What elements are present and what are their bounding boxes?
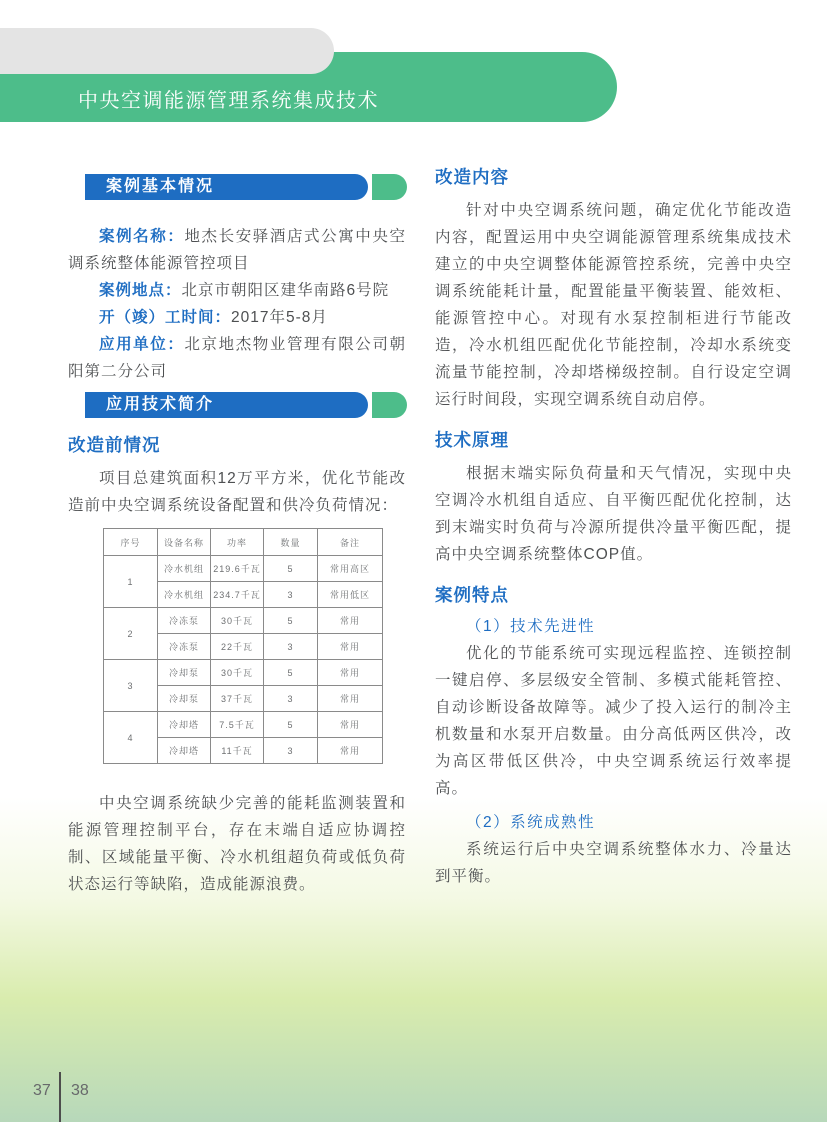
banner-accent-shape <box>372 392 407 418</box>
section-heading-case-features: 案例特点 <box>435 585 509 605</box>
equipment-table <box>103 528 383 764</box>
feature-subheading-2: （2）系统成熟性 <box>466 814 596 831</box>
table-cell-device: 冷冻泵 <box>158 634 211 660</box>
banner-tech-intro <box>85 392 406 418</box>
table-cell-power: 219.6千瓦 <box>211 556 264 582</box>
feature-paragraph-2: 系统运行后中央空调系统整体水力、冷量达到平衡。 <box>435 841 792 885</box>
page-footer <box>0 1070 200 1122</box>
table-cell-qty: 3 <box>264 686 318 712</box>
before-intro-paragraph: 项目总建筑面积12万平方米，优化节能改造前中央空调系统设备配置和供冷负荷情况： <box>68 470 406 514</box>
right-column <box>435 166 792 890</box>
col-header-power: 功率 <box>211 529 264 556</box>
decorative-gray-pill <box>0 28 334 74</box>
table-cell-note: 常用 <box>318 712 383 738</box>
case-info-item <box>68 331 406 385</box>
col-header-device: 设备名称 <box>158 529 211 556</box>
case-owner-label: 应用单位： <box>99 336 185 353</box>
table-cell-qty: 5 <box>264 556 318 582</box>
banner-bar <box>85 392 368 418</box>
section-heading-technical-principle: 技术原理 <box>435 430 509 450</box>
banner-label: 案例基本情况 <box>106 178 215 195</box>
issues-paragraph: 中央空调系统缺少完善的能耗监测装置和能源管理控制平台，存在末端自适应协调控制、区域能量平衡、冷水机组超负荷或低负荷状态运行等缺陷，造成能源浪费。 <box>68 795 406 893</box>
table-cell-note: 常用高区 <box>318 556 383 582</box>
left-column <box>68 174 406 898</box>
banner-bar <box>85 174 368 200</box>
table-cell-power: 22千瓦 <box>211 634 264 660</box>
table-cell-power: 11千瓦 <box>211 738 264 764</box>
table-cell-qty: 3 <box>264 738 318 764</box>
table-cell-power: 7.5千瓦 <box>211 712 264 738</box>
page-number-divider <box>59 1072 61 1122</box>
table-cell-device: 冷却泵 <box>158 660 211 686</box>
table-row <box>104 556 383 582</box>
case-info-item <box>68 277 406 304</box>
page-number-right: 38 <box>71 1082 89 1099</box>
table-cell-group-no: 3 <box>104 660 158 712</box>
table-header-row <box>104 529 383 556</box>
table-cell-device: 冷却塔 <box>158 712 211 738</box>
table-cell-qty: 5 <box>264 660 318 686</box>
table-row <box>104 712 383 738</box>
table-cell-device: 冷水机组 <box>158 582 211 608</box>
section-heading-before-renovation: 改造前情况 <box>68 435 161 455</box>
banner-case-info <box>85 174 406 200</box>
section-heading-renovation-content: 改造内容 <box>435 167 509 187</box>
case-dates-label: 开（竣）工时间： <box>99 309 232 326</box>
feature-paragraph-1: 优化的节能系统可实现远程监控、连锁控制一键启停、多层级安全管制、多模式能耗管控、自动诊断设备故障等。减少了投入运行的制冷主机数量和水泵开启数量。由分高低两区供冷，改为高区带低区供冷，中央空调系统运行效率提高。 <box>435 645 792 797</box>
table-cell-qty: 5 <box>264 608 318 634</box>
banner-accent-shape <box>372 174 407 200</box>
table-cell-note: 常用 <box>318 686 383 712</box>
table-cell-device: 冷却塔 <box>158 738 211 764</box>
table-row <box>104 660 383 686</box>
banner-label: 应用技术简介 <box>106 396 215 413</box>
table-cell-group-no: 2 <box>104 608 158 660</box>
page-title: 中央空调能源管理系统集成技术 <box>78 90 379 112</box>
table-cell-qty: 3 <box>264 634 318 660</box>
table-cell-note: 常用 <box>318 634 383 660</box>
table-row <box>104 608 383 634</box>
page-number-left: 37 <box>33 1082 51 1099</box>
case-info-item <box>68 223 406 277</box>
case-name-value: 地杰长安驿酒店式公寓中央空调系统整体能源管控项目 <box>68 228 406 272</box>
table-cell-device: 冷冻泵 <box>158 608 211 634</box>
table-cell-group-no: 4 <box>104 712 158 764</box>
case-info-list <box>68 223 406 385</box>
table-cell-group-no: 1 <box>104 556 158 608</box>
table-cell-power: 30千瓦 <box>211 608 264 634</box>
table-cell-note: 常用 <box>318 660 383 686</box>
table-cell-note: 常用低区 <box>318 582 383 608</box>
col-header-no: 序号 <box>104 529 158 556</box>
table-cell-power: 234.7千瓦 <box>211 582 264 608</box>
case-location-label: 案例地点： <box>99 282 182 299</box>
case-dates-value: 2017年5-8月 <box>231 309 328 326</box>
renovation-paragraph: 针对中央空调系统问题，确定优化节能改造内容，配置运用中央空调能源管理系统集成技术建立的中央空调整体能源管控系统，完善中央空调系统能耗计量，配置能量平衡装置、能效柜、能源管控中心。对现有水泵控制柜进行节能改造，冷水机组匹配优化节能控制，冷却水系统变流量节能控制，冷却塔梯级控制。自行设定空调运行时间段，实现空调系统自动启停。 <box>435 202 792 408</box>
case-name-label: 案例名称： <box>99 228 185 245</box>
table-cell-note: 常用 <box>318 738 383 764</box>
case-owner-value: 北京地杰物业管理有限公司朝阳第二分公司 <box>68 336 406 380</box>
principle-paragraph: 根据末端实际负荷量和天气情况，实现中央空调冷水机组自适应、自平衡匹配优化控制，达到末端实时负荷与冷源所提供冷量平衡匹配，提高中央空调系统整体COP值。 <box>435 465 792 563</box>
table-cell-qty: 3 <box>264 582 318 608</box>
col-header-qty: 数量 <box>264 529 318 556</box>
col-header-note: 备注 <box>318 529 383 556</box>
table-cell-device: 冷水机组 <box>158 556 211 582</box>
case-info-item <box>68 304 406 331</box>
table-cell-device: 冷却泵 <box>158 686 211 712</box>
case-location-value: 北京市朝阳区建华南路6号院 <box>181 282 390 299</box>
table-cell-power: 30千瓦 <box>211 660 264 686</box>
table-cell-power: 37千瓦 <box>211 686 264 712</box>
table-cell-note: 常用 <box>318 608 383 634</box>
table-cell-qty: 5 <box>264 712 318 738</box>
feature-subheading-1: （1）技术先进性 <box>466 618 596 635</box>
